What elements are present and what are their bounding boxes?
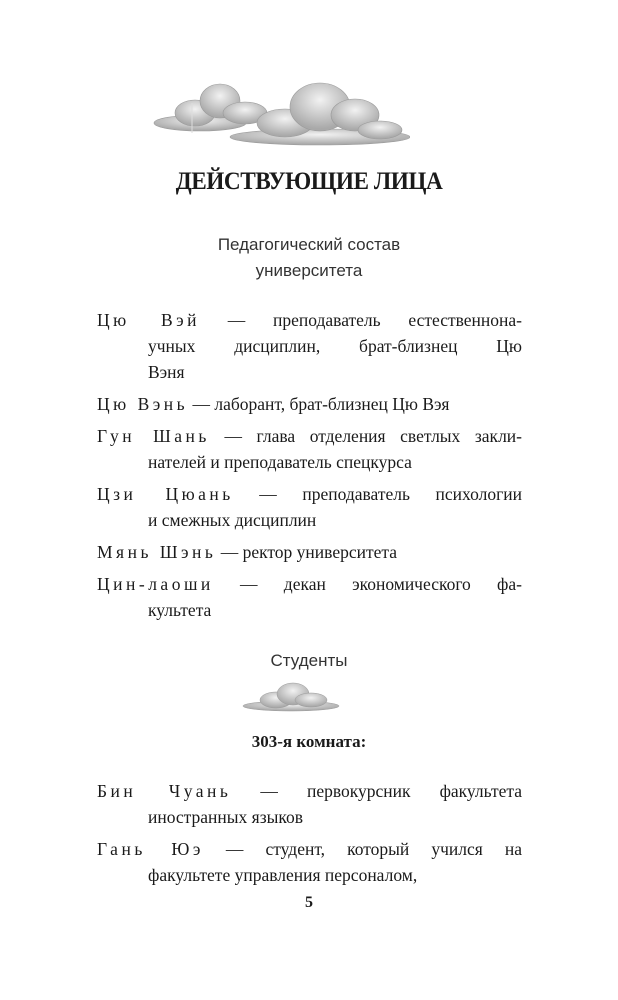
staff-heading-line2: университета bbox=[255, 261, 363, 280]
character-entry bbox=[97, 836, 522, 888]
character-entry bbox=[97, 307, 522, 385]
character-name: Цзи Цюань bbox=[97, 484, 234, 504]
entry-line bbox=[97, 778, 522, 804]
character-description: — глава отделения светлых закли- bbox=[209, 426, 522, 446]
students-list bbox=[97, 778, 522, 894]
entry-line bbox=[97, 862, 522, 888]
entry-line bbox=[97, 804, 522, 830]
entry-line bbox=[97, 333, 522, 359]
character-description: нателей и преподаватель спецкурса bbox=[148, 452, 412, 472]
character-name: Цю Вэнь bbox=[97, 394, 189, 414]
character-entry bbox=[97, 481, 522, 533]
character-name: Бин Чуань bbox=[97, 781, 232, 801]
room-heading: 303-я комната: bbox=[251, 732, 367, 751]
staff-section-heading bbox=[0, 232, 618, 284]
character-entry bbox=[97, 423, 522, 475]
character-entry bbox=[97, 571, 522, 623]
page-title: ДЕЙСТВУЮЩИЕ ЛИЦА bbox=[175, 168, 443, 195]
entry-line bbox=[97, 539, 522, 565]
entry-line bbox=[97, 481, 522, 507]
entry-line bbox=[97, 423, 522, 449]
character-entry bbox=[97, 391, 522, 417]
entry-line bbox=[97, 571, 522, 597]
entry-line bbox=[97, 391, 522, 417]
entry-line bbox=[97, 449, 522, 475]
character-name: Цин-лаоши bbox=[97, 574, 214, 594]
staff-heading-line1: Педагогический состав bbox=[217, 235, 401, 254]
character-description: — ректор университета bbox=[216, 542, 398, 562]
character-name: Мянь Шэнь bbox=[97, 542, 217, 562]
character-description: учных дисциплин, брат-близнец Цю bbox=[148, 336, 522, 356]
staff-list bbox=[97, 307, 522, 629]
students-section-heading: Студенты bbox=[270, 651, 348, 670]
character-name: Гань Юэ bbox=[97, 839, 204, 859]
character-description: — студент, который учился на bbox=[203, 839, 522, 859]
character-name: Гун Шань bbox=[97, 426, 210, 446]
character-description: факультете управления персоналом, bbox=[148, 865, 418, 885]
character-description: — лаборант, брат-близнец Цю Вэя bbox=[188, 394, 450, 414]
clouds-illustration bbox=[150, 75, 410, 150]
character-description: — преподаватель психологии bbox=[233, 484, 522, 504]
entry-line bbox=[97, 507, 522, 533]
character-entry bbox=[97, 778, 522, 830]
character-description: — первокурсник факультета bbox=[231, 781, 522, 801]
cloud-divider bbox=[241, 682, 341, 712]
character-description: — преподаватель естественнона- bbox=[200, 310, 522, 330]
entry-line bbox=[97, 359, 522, 385]
entry-line bbox=[97, 836, 522, 862]
character-name: Цю Вэй bbox=[97, 310, 201, 330]
entry-line bbox=[97, 307, 522, 333]
page-number: 5 bbox=[305, 894, 313, 911]
character-description: иностранных языков bbox=[148, 807, 304, 827]
character-entry bbox=[97, 539, 522, 565]
entry-line bbox=[97, 597, 522, 623]
character-description: Вэня bbox=[148, 362, 185, 382]
character-description: и смежных дисциплин bbox=[148, 510, 317, 530]
character-description: — декан экономического фа- bbox=[213, 574, 522, 594]
character-description: культета bbox=[148, 600, 212, 620]
